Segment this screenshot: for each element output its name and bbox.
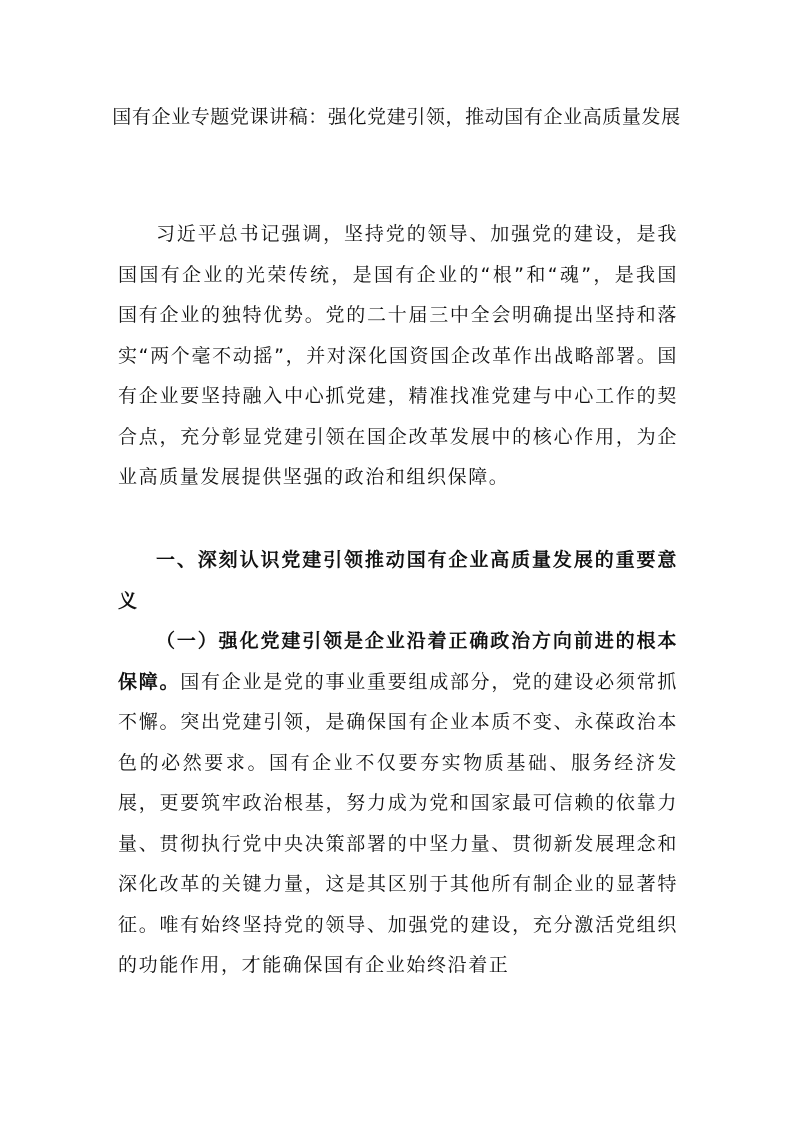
subsection-text: 国有企业是党的事业重要组成部分，党的建设必须常抓不懈。突出党建引领，是确保国有企业本质不变、永葆政治本色的必然要求。国有企业不仅要夯实物质基础、服务经济发展，更要筑牢政治根基，努力成为党和国家最可信赖的依靠力量、贯彻执行党中央决策部署的中坚力量、贯彻新发展理念和深化改革的关键力量，这是其区别于其他所有制企业的显著特征。唯有始终坚持党的领导、加强党的建设，充分激活党组织的功能作用，才能确保国有企业始终沿着正 [118, 670, 678, 976]
subsection-heading: （一）强化党建引领是企业沿着正确政治方向前进的根本保障。 [118, 630, 678, 693]
subsection-paragraph [118, 621, 678, 986]
intro-paragraph: 习近平总书记强调，坚持党的领导、加强党的建设，是我国国有企业的光荣传统，是国有企业的“根”和“魂”，是我国国有企业的独特优势。党的二十届三中全会明确提出坚持和落实“两个毫不动摇”，并对深化国资国企改革作出战略部署。国有企业要坚持融入中心抓党建，精准找准党建与中心工作的契合点，充分彰显党建引领在国企改革发展中的核心作用，为企业高质量发展提供坚强的政治和组织保障。 [118, 223, 678, 488]
section-heading: 一、深刻认识党建引领推动国有企业高质量发展的重要意义 [118, 549, 678, 612]
document-title: 国有企业专题党课讲稿：强化党建引领，推动国有企业高质量发展 [112, 106, 681, 128]
